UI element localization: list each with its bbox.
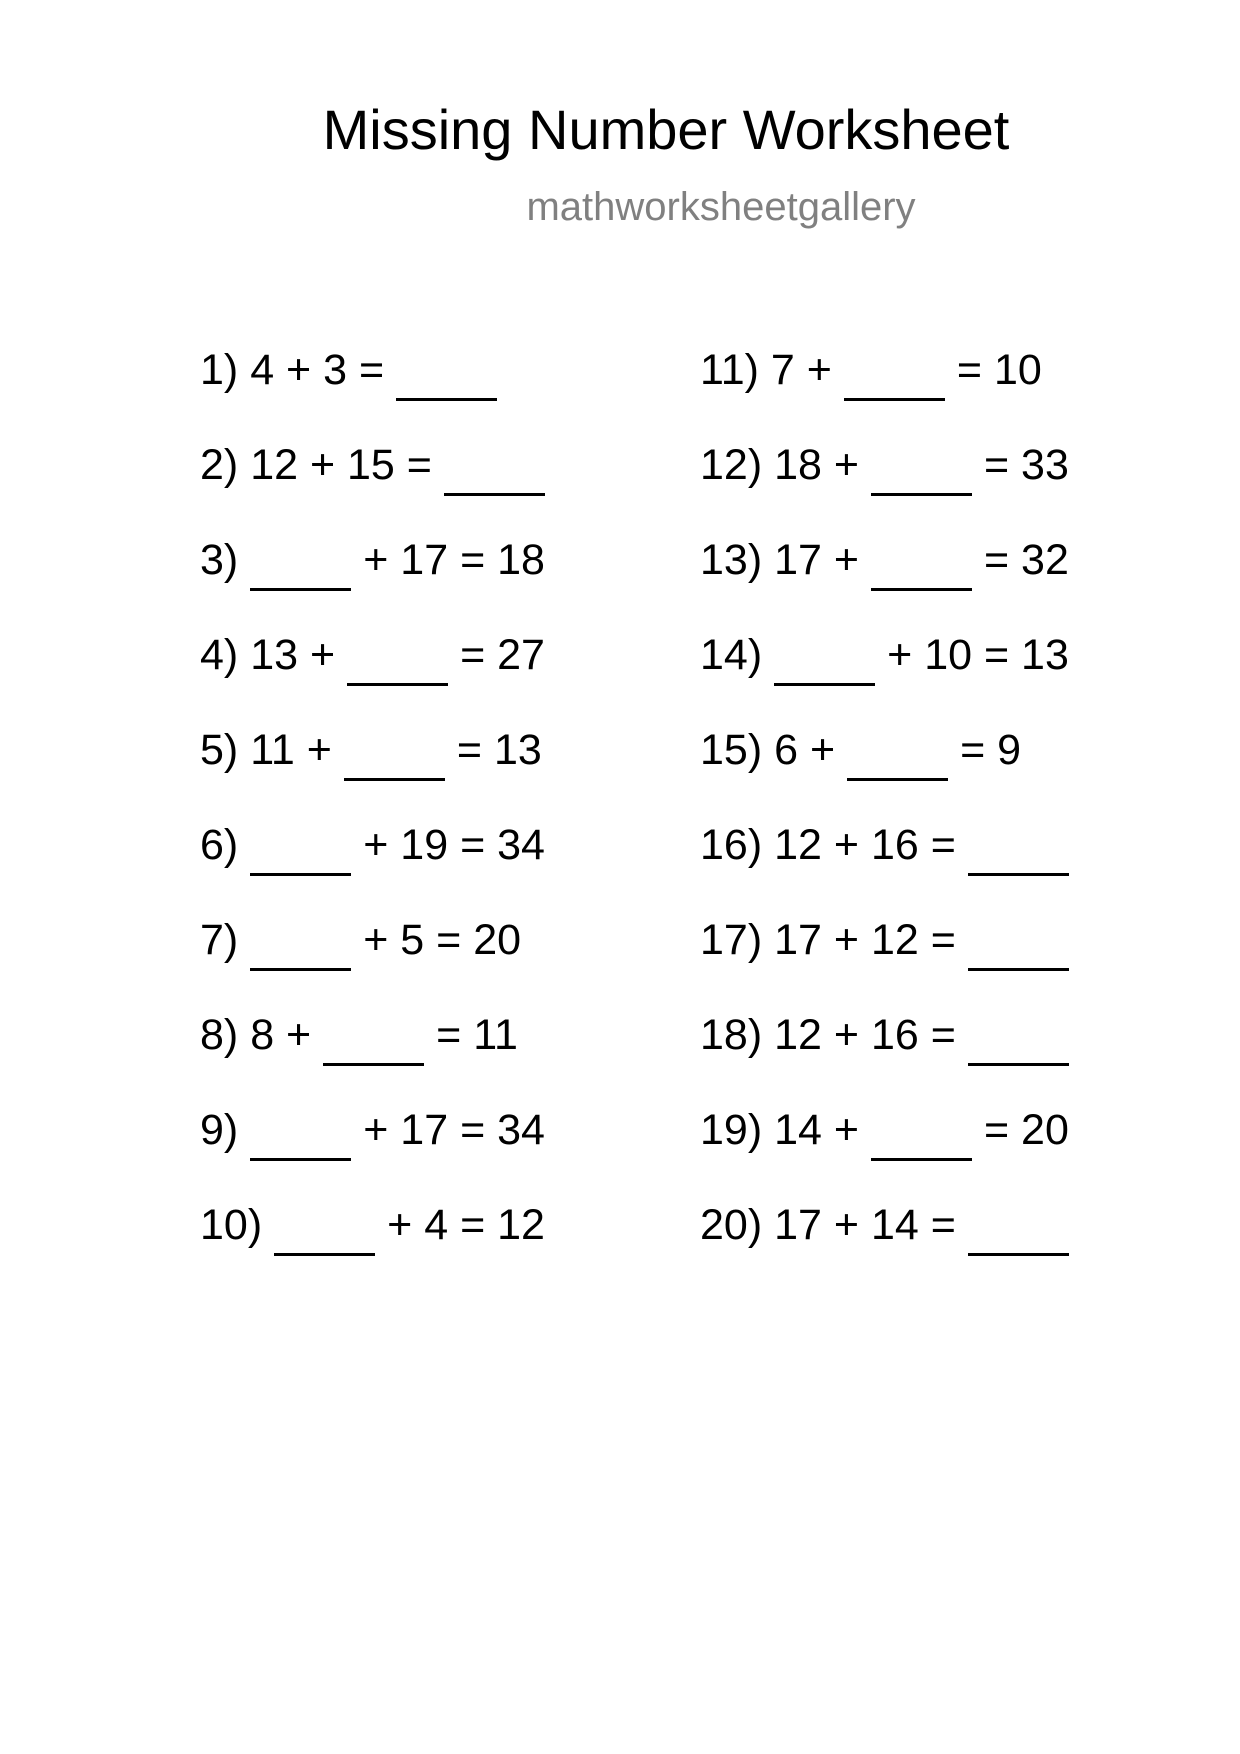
problem-lhs: 12 + 16 = <box>774 1011 956 1059</box>
problem-number: 14) <box>700 631 763 679</box>
problem-rhs: = 13 <box>456 726 542 774</box>
problem-lhs: 17 + 12 = <box>774 916 956 964</box>
problems-right-column <box>700 345 1081 1295</box>
problem-1 <box>200 345 557 440</box>
problem-rhs: = 27 <box>460 631 545 679</box>
problem-number: 3) <box>200 536 239 584</box>
problem-number: 20) <box>700 1201 763 1249</box>
problem-number: 9) <box>200 1106 239 1154</box>
answer-blank[interactable] <box>274 1206 375 1256</box>
problem-18 <box>700 1010 1081 1105</box>
problem-lhs: 17 + 14 = <box>774 1201 956 1249</box>
problem-lhs: 17 + <box>774 536 859 584</box>
problem-number: 10) <box>200 1201 263 1249</box>
problem-lhs: 13 + <box>250 631 336 679</box>
answer-blank[interactable] <box>844 351 945 401</box>
problem-2 <box>200 440 557 535</box>
problem-rhs: + 4 = 12 <box>387 1201 545 1249</box>
problem-number: 16) <box>700 821 763 869</box>
problem-number: 12) <box>700 441 763 489</box>
problem-lhs: 12 + 15 = <box>250 441 432 489</box>
answer-blank[interactable] <box>968 1206 1069 1256</box>
problem-number: 7) <box>200 916 239 964</box>
problem-7 <box>200 915 557 1010</box>
problem-9 <box>200 1105 557 1200</box>
problem-17 <box>700 915 1081 1010</box>
answer-blank[interactable] <box>871 446 972 496</box>
answer-blank[interactable] <box>347 636 448 686</box>
problem-rhs: + 17 = 34 <box>363 1106 545 1154</box>
problem-rhs: + 19 = 34 <box>363 821 545 869</box>
problem-19 <box>700 1105 1081 1200</box>
answer-blank[interactable] <box>250 921 351 971</box>
answer-blank[interactable] <box>871 1111 972 1161</box>
problem-6 <box>200 820 557 915</box>
answer-blank[interactable] <box>344 731 445 781</box>
answer-blank[interactable] <box>323 1016 424 1066</box>
problem-lhs: 12 + 16 = <box>774 821 956 869</box>
problem-lhs: 8 + <box>250 1011 312 1059</box>
answer-blank[interactable] <box>968 921 1069 971</box>
problems-left-column <box>200 345 557 1295</box>
problem-rhs: + 17 = 18 <box>363 536 545 584</box>
problem-number: 11) <box>700 346 759 394</box>
problem-number: 6) <box>200 821 239 869</box>
answer-blank[interactable] <box>444 446 545 496</box>
problem-lhs: 18 + <box>774 441 859 489</box>
problem-lhs: 7 + <box>770 346 832 394</box>
problem-number: 18) <box>700 1011 763 1059</box>
problem-11 <box>700 345 1081 440</box>
problem-3 <box>200 535 557 630</box>
problem-number: 2) <box>200 441 239 489</box>
problem-20 <box>700 1200 1081 1295</box>
problem-lhs: 14 + <box>774 1106 859 1154</box>
problem-number: 1) <box>200 346 239 394</box>
problem-rhs: + 5 = 20 <box>363 916 522 964</box>
problem-rhs: = 33 <box>984 441 1069 489</box>
answer-blank[interactable] <box>871 541 972 591</box>
problem-rhs: = 20 <box>984 1106 1069 1154</box>
problem-rhs: = 10 <box>956 346 1042 394</box>
answer-blank[interactable] <box>250 541 351 591</box>
problem-5 <box>200 725 557 820</box>
problem-number: 5) <box>200 726 239 774</box>
answer-blank[interactable] <box>847 731 948 781</box>
problem-15 <box>700 725 1081 820</box>
problem-rhs: = 9 <box>960 726 1022 774</box>
problem-4 <box>200 630 557 725</box>
problem-number: 13) <box>700 536 763 584</box>
problem-14 <box>700 630 1081 725</box>
problem-8 <box>200 1010 557 1105</box>
problem-rhs: + 10 = 13 <box>887 631 1069 679</box>
problem-number: 15) <box>700 726 763 774</box>
answer-blank[interactable] <box>250 1111 351 1161</box>
answer-blank[interactable] <box>968 826 1069 876</box>
answer-blank[interactable] <box>250 826 351 876</box>
problem-lhs: 6 + <box>774 726 836 774</box>
problem-number: 4) <box>200 631 239 679</box>
problem-13 <box>700 535 1081 630</box>
worksheet-source: mathworksheetgallery <box>526 185 916 229</box>
problem-16 <box>700 820 1081 915</box>
problem-number: 19) <box>700 1106 763 1154</box>
answer-blank[interactable] <box>396 351 497 401</box>
problem-lhs: 4 + 3 = <box>250 346 385 394</box>
answer-blank[interactable] <box>968 1016 1069 1066</box>
problem-10 <box>200 1200 557 1295</box>
answer-blank[interactable] <box>774 636 875 686</box>
problem-number: 8) <box>200 1011 239 1059</box>
problem-number: 17) <box>700 916 763 964</box>
problem-rhs: = 11 <box>436 1011 518 1059</box>
problem-rhs: = 32 <box>984 536 1069 584</box>
problem-lhs: 11 + <box>250 726 332 774</box>
worksheet-title: Missing Number Worksheet <box>322 98 1010 161</box>
problem-12 <box>700 440 1081 535</box>
